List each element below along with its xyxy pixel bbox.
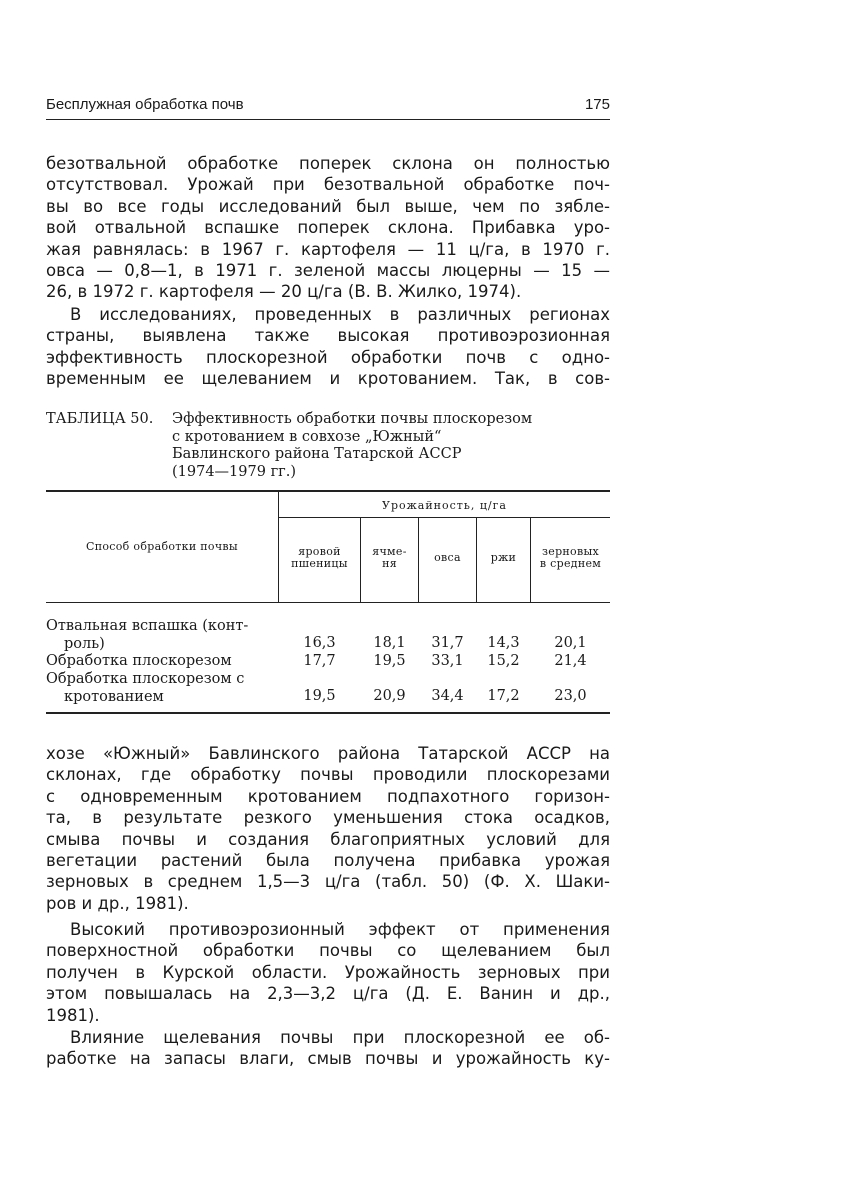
text-line: временным ее щелеванием и кротованием. Так, в сов- — [46, 369, 610, 389]
cell-value: 20,1 — [554, 635, 587, 651]
cell-value: 18,1 — [373, 635, 406, 651]
text-line: смыва почвы и создания благоприятных условий для — [46, 829, 610, 849]
table-bottom-rule — [46, 712, 610, 714]
text-line: с одновременным кротованием подпахотного горизон- — [46, 786, 610, 806]
paragraph-1 — [46, 153, 610, 303]
text-line: страны, выявлена также высокая противоэрозионная — [46, 326, 610, 346]
text-line: этом повышалась на 2,3—3,2 ц/га (Д. Е. Ванин и др., — [46, 984, 610, 1004]
cell-value: 19,5 — [303, 688, 336, 704]
column-header-rye: ржи — [490, 551, 517, 564]
column-header-wheat: яровой пшеницы — [291, 545, 348, 570]
header-rule — [46, 119, 610, 120]
text-line: ров и др., 1981). — [46, 893, 189, 913]
text-line: поверхностной обработки почвы со щелеванием был — [46, 941, 610, 961]
text-line: овса — 0,8—1, в 1971 г. зеленой массы люцерны — 15 — — [46, 261, 610, 281]
text-line: отсутствовал. Урожай при безотвальной обработке поч- — [46, 175, 610, 195]
method-column-header: Способ обработки почвы — [86, 540, 238, 553]
yield-header-rule — [278, 517, 610, 518]
text-line: Высокий противоэрозионный эффект от применения — [70, 920, 610, 939]
text-line: 1981). — [46, 1005, 100, 1025]
paragraph-5 — [46, 1027, 610, 1070]
cell-value: 16,3 — [303, 635, 336, 651]
text-line: вегетации растений была получена прибавка урожая — [46, 851, 610, 871]
text-line: хозе «Южный» Бавлинского района Татарской АССР на — [46, 744, 610, 763]
cell-value: 14,3 — [487, 635, 520, 651]
cell-value: 17,2 — [487, 688, 520, 704]
cell-value: 17,7 — [303, 653, 336, 669]
table-row — [46, 653, 610, 671]
yield-column-header: Урожайность, ц/га — [382, 499, 507, 512]
caption-line: Бавлинского района Татарской АССР — [172, 446, 462, 462]
text-line: вой отвальной вспашке поперек склона. Прибавка уро- — [46, 218, 610, 238]
running-header — [46, 94, 610, 120]
cell-value: 21,4 — [554, 653, 587, 669]
caption-line: с кротованием в совхозе „Южный“ — [172, 428, 442, 445]
text-line: эффективность плоскорезной обработки почв с одно- — [46, 347, 610, 367]
table-label: ТАБЛИЦА 50. — [46, 411, 154, 427]
text-line: зерновых в среднем 1,5—3 ц/га (табл. 50) (Ф. Х. Шаки- — [46, 872, 610, 892]
text-line: 26, в 1972 г. картофеля — 20 ц/га (В. В. Жилко, 1974). — [46, 282, 522, 302]
cell-value: 20,9 — [373, 688, 406, 704]
page-number: 175 — [584, 96, 610, 113]
header-bottom-rule — [46, 602, 610, 603]
cell-value: 34,4 — [431, 688, 464, 704]
column-header-oats: овса — [434, 551, 461, 564]
cell-value: 33,1 — [431, 653, 464, 669]
row-method: Отвальная вспашка (конт- роль) — [46, 618, 249, 652]
caption-line: Эффективность обработки почвы плоскорезом — [172, 411, 533, 427]
text-line: жая равнялась: в 1967 г. картофеля — 11 ц/га, в 1970 г. — [46, 239, 610, 259]
cell-value: 31,7 — [431, 635, 464, 651]
column-header-grain-average: зерновых в среднем — [539, 545, 602, 570]
paragraph-4 — [46, 919, 610, 1026]
text-line: получен в Курской области. Урожайность зерновых при — [46, 962, 610, 982]
cell-value: 15,2 — [487, 653, 520, 669]
table-row — [46, 618, 610, 654]
table-row — [46, 671, 610, 707]
yield-table — [46, 490, 610, 716]
paragraph-3 — [46, 743, 610, 914]
caption-line: (1974—1979 гг.) — [172, 463, 297, 480]
row-method: Обработка плоскорезом с кротованием — [46, 671, 245, 705]
cell-value: 23,0 — [554, 688, 587, 704]
cell-value: 19,5 — [373, 653, 406, 669]
paragraph-2 — [46, 304, 610, 390]
row-method: Обработка плоскорезом — [46, 653, 232, 669]
text-line: безотвальной обработке поперек склона он полностью — [46, 154, 610, 173]
text-line: та, в результате резкого уменьшения стока осадков, — [46, 808, 610, 828]
text-line: Влияние щелевания почвы при плоскорезной ее об- — [70, 1028, 610, 1047]
text-line: работке на запасы влаги, смыв почвы и урожайность ку- — [46, 1049, 610, 1069]
text-line: склонах, где обработку почвы проводили плоскорезами — [46, 765, 610, 785]
text-line: вы во все годы исследований был выше, чем по зябле- — [46, 196, 610, 216]
text-line: В исследованиях, проведенных в различных регионах — [70, 305, 610, 324]
running-title: Бесплужная обработка почв — [46, 96, 244, 113]
table-top-rule — [46, 490, 610, 492]
column-header-barley: ячме- ня — [372, 545, 407, 570]
